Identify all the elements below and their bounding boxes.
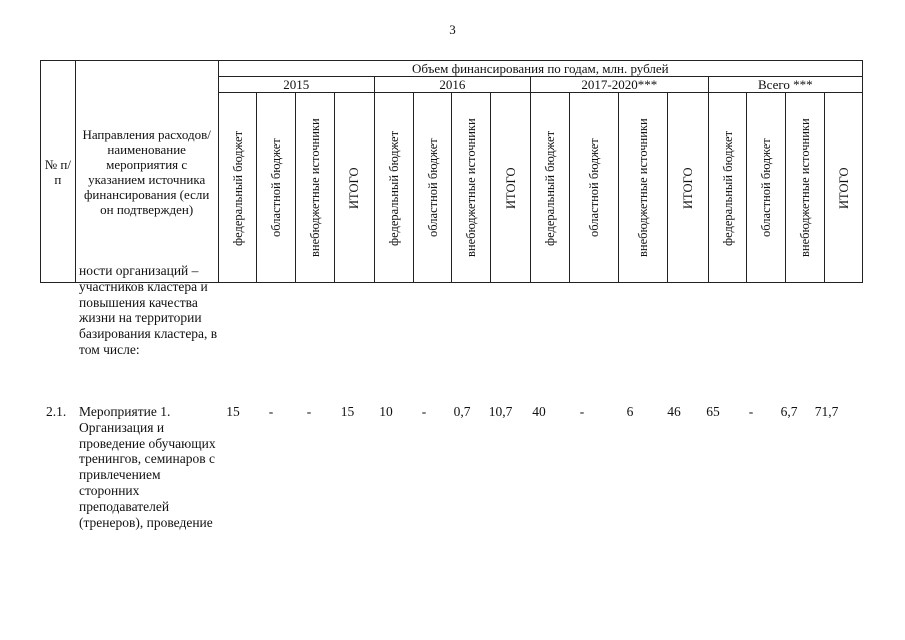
year-total: Всего ***	[708, 77, 862, 93]
subcol-label: внебюджетные источники	[308, 118, 323, 257]
subcol-label: областной бюджет	[586, 138, 601, 237]
subcol-label: внебюджетные источники	[464, 118, 479, 257]
year-2017-2020: 2017-2020***	[531, 77, 709, 93]
subcol-total-2	[667, 93, 708, 283]
row-value: 46	[667, 404, 681, 419]
funding-table-header	[40, 60, 863, 283]
subcol-regional-budget-0	[257, 93, 296, 283]
continuation-text: ности организаций – участников кластера и повышения качества жизни на территории базирования кластера, в том числе:	[79, 263, 218, 357]
subcol-extrabudgetary-sources-2	[618, 93, 667, 283]
row-value: 71,7	[814, 404, 839, 419]
funding-title: Объем финансирования по годам, млн. рублей	[218, 61, 862, 77]
subcol-total-3	[825, 93, 863, 283]
row-text: Мероприятие 1. Организация и проведение обучающих тренингов, семинаров с привлечением сторонних преподавателей (тренеров), проведение	[79, 404, 216, 530]
row-value: 40	[532, 404, 546, 419]
subcol-federal-budget-0	[218, 93, 257, 283]
row-value: 0,7	[453, 404, 471, 419]
subcol-label: внебюджетные источники	[635, 118, 650, 257]
subcol-total-1	[491, 93, 531, 283]
subcol-label: ИТОГО	[347, 166, 362, 209]
row-value: 10	[379, 404, 393, 419]
subcol-label: федеральный бюджет	[230, 129, 245, 246]
direction-header: Направления расходов/ наименование мероприятия с указанием источника финансирования (если он подтвержден)	[75, 61, 218, 283]
subcol-federal-budget-3	[708, 93, 747, 283]
subcol-label: ИТОГО	[680, 166, 695, 209]
subcol-label: областной бюджет	[759, 138, 774, 237]
subcol-label: областной бюджет	[425, 138, 440, 237]
row-value: 10,7	[488, 404, 513, 419]
page-number: 3	[449, 22, 456, 37]
row-value: 65	[706, 404, 720, 419]
subcol-total-0	[335, 93, 375, 283]
subcol-label: федеральный бюджет	[542, 129, 557, 246]
subcol-extrabudgetary-sources-0	[296, 93, 335, 283]
row-value: -	[748, 404, 754, 419]
subcol-label: ИТОГО	[503, 166, 518, 209]
year-2016: 2016	[374, 77, 530, 93]
row-value: 6,7	[780, 404, 798, 419]
subcol-regional-budget-1	[413, 93, 452, 283]
subcol-federal-budget-1	[374, 93, 413, 283]
row-value: -	[421, 404, 427, 419]
subcol-regional-budget-3	[747, 93, 786, 283]
row-value: -	[579, 404, 585, 419]
subcol-label: областной бюджет	[269, 138, 284, 237]
subcol-label: ИТОГО	[836, 166, 851, 209]
row-value: 15	[226, 404, 240, 419]
subcol-label: внебюджетные источники	[798, 118, 813, 257]
subcol-label: федеральный бюджет	[386, 129, 401, 246]
row-value: -	[306, 404, 312, 419]
num-header: № п/п	[41, 61, 76, 283]
subcol-label: федеральный бюджет	[720, 129, 735, 246]
subcol-regional-budget-2	[569, 93, 618, 283]
row-value: -	[268, 404, 274, 419]
subcol-extrabudgetary-sources-3	[786, 93, 825, 283]
row-number: 2.1.	[46, 404, 67, 419]
subcol-federal-budget-2	[531, 93, 570, 283]
subcol-extrabudgetary-sources-1	[452, 93, 491, 283]
row-value: 6	[626, 404, 634, 419]
year-2015: 2015	[218, 77, 374, 93]
row-value: 15	[340, 404, 355, 419]
